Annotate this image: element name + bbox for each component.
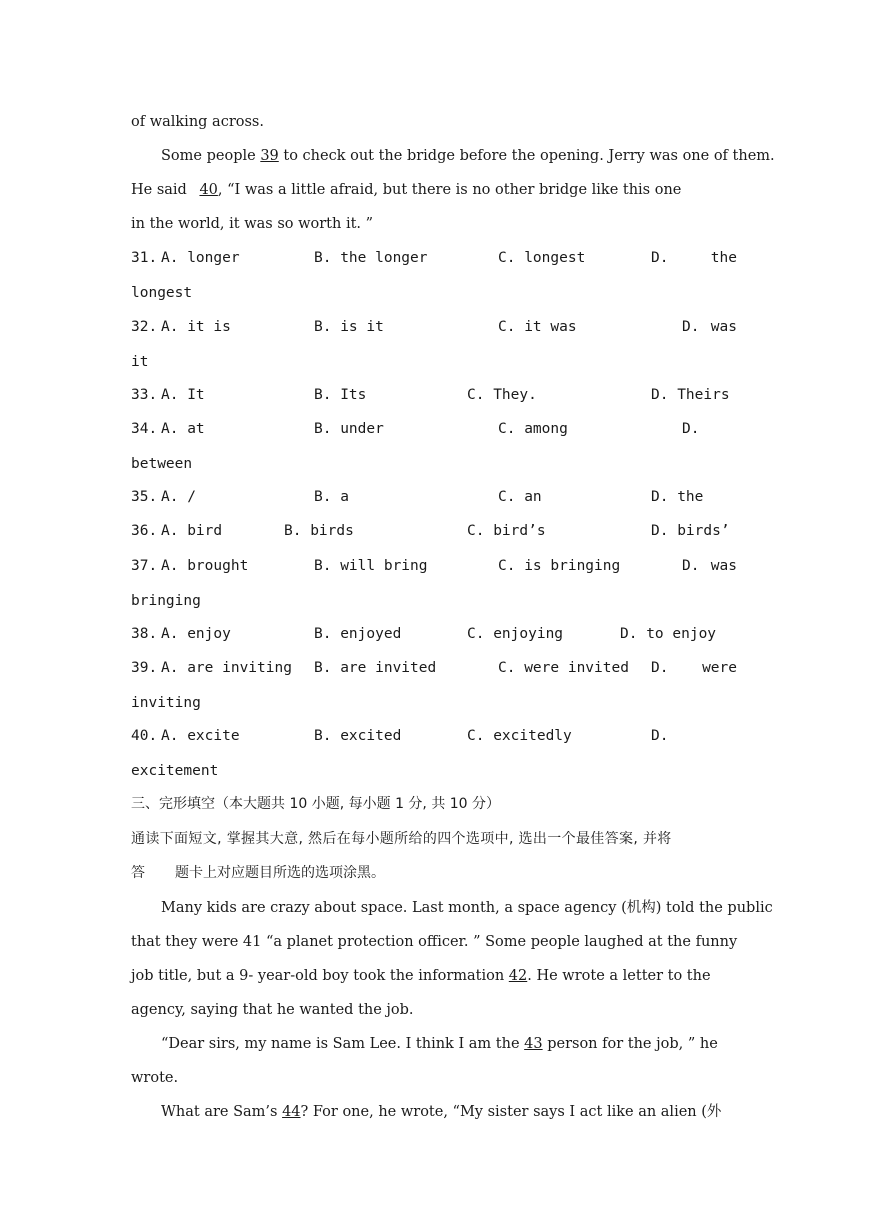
question-number: 33. [131,387,158,403]
question-row [131,317,737,337]
option-d: D. Theirs [651,387,730,403]
question-number: 31. [131,250,158,266]
text-run: “Dear sirs, my name is Sam Lee. I think I am the [161,1036,525,1052]
text-run: person for the job, ” he [542,1036,718,1052]
question-row [131,726,737,746]
question-number: 37. [131,558,158,574]
question-row [131,487,737,507]
option-d-text: were [702,660,737,676]
question-number: 32. [131,319,158,335]
blank-40: 40 [199,182,218,198]
question-number: 36. [131,523,158,539]
passage-line: agency, saying that he wanted the job. [131,1002,414,1018]
text-run: 答 [131,865,145,881]
question-number: 40. [131,728,158,744]
text-run: . He wrote a letter to the [527,968,711,984]
blank-39: 39 [260,148,279,164]
option-b: B. are invited [314,660,437,676]
blank-43: 43 [524,1036,543,1052]
question-row [131,248,737,268]
question-row [131,556,737,576]
option-d-wrap: bringing [131,593,201,609]
option-d-text: was [710,319,737,335]
option-b: B. excited [314,728,402,744]
option-d-wrap: it [131,354,149,370]
text-run: What are Sam’s [161,1104,283,1120]
option-a: A. enjoy [161,626,231,642]
option-d-text: the [710,250,737,266]
text-run: “a planet protection officer. ” Some people laughed at the funny [265,934,738,950]
option-b: B. enjoyed [314,626,402,642]
option-b: B. will bring [314,558,428,574]
option-b: B. birds [284,523,354,539]
blank-44: 44 [282,1104,301,1120]
option-c: C. is bringing [498,558,621,574]
option-c: C. excitedly [467,728,572,744]
option-a: A. it is [161,319,231,335]
option-d: D. [651,660,669,676]
passage-line: of walking across. [131,114,264,130]
option-c: C. They. [467,387,537,403]
option-a: A. bird [161,523,223,539]
section-heading: 三、完形填空（本大题共 10 小题, 每小题 1 分, 共 10 分） [131,796,501,812]
option-a: A. at [161,421,205,437]
passage-line: in the world, it was so worth it. ” [131,216,374,232]
option-d: D. the [651,489,704,505]
option-b: B. the longer [314,250,428,266]
option-d-wrap: between [131,456,193,472]
option-d: D. [651,728,669,744]
instruction-line: 通读下面短文, 掌握其大意, 然后在每小题所给的四个选项中, 选出一个最佳答案, 并将 [131,831,672,847]
option-a: A. brought [161,558,249,574]
option-a: A. are inviting [161,660,292,676]
question-number: 38. [131,626,158,642]
question-row [131,624,737,644]
text-run: He said [131,182,192,198]
option-d: D. to enjoy [620,626,717,642]
text-run: , “I was a little afraid, but there is no other bridge like this one [217,182,682,198]
option-b: B. Its [314,387,367,403]
text-run: to check out the bridge before the opening. Jerry was one of them. [278,148,775,164]
option-c: C. bird’s [467,523,546,539]
option-b: B. under [314,421,384,437]
option-d-wrap: longest [131,285,193,301]
option-c: C. longest [498,250,586,266]
option-d-wrap: inviting [131,695,201,711]
option-d-wrap: excitement [131,763,219,779]
passage-line [131,180,737,200]
option-c: C. an [498,489,542,505]
question-number: 35. [131,489,158,505]
option-d: D. [682,421,700,437]
text-run: job title, but a 9- year-old boy took the information [131,968,509,984]
passage-line: wrote. [131,1070,179,1086]
blank-42: 42 [508,968,528,984]
instruction-line [131,863,737,883]
question-row [131,419,737,439]
option-c: C. it was [498,319,577,335]
option-c: C. enjoying [467,626,564,642]
passage-line [131,146,775,166]
option-c: C. were invited [498,660,629,676]
question-row [131,658,737,678]
option-a: A. longer [161,250,240,266]
option-d: D. [651,250,669,266]
option-a: A. It [161,387,205,403]
option-d-text: was [710,558,737,574]
option-a: A. excite [161,728,240,744]
passage-line [131,1034,767,1054]
passage-line: Many kids are crazy about space. Last month, a space agency (机构) told the public [161,900,773,916]
option-c: C. among [498,421,568,437]
exam-page [131,0,775,1228]
option-b: B. a [314,489,349,505]
question-row [131,385,737,405]
question-number: 39. [131,660,158,676]
text-run: ? For one, he wrote, “My sister says I act like an alien (外 [300,1104,722,1120]
option-b: B. is it [314,319,384,335]
option-d: D. birds’ [651,523,730,539]
option-a: A. / [161,489,196,505]
text-run: Some people [161,148,261,164]
passage-line [131,932,737,952]
text-run: that they were 41 [131,934,266,950]
question-number: 34. [131,421,158,437]
passage-line [131,966,737,986]
option-d: D. [682,319,700,335]
passage-line [131,1102,767,1122]
text-run: 题卡上对应题目所选的选项涂黑。 [175,865,385,881]
option-d: D. [682,558,700,574]
question-row [131,521,737,541]
